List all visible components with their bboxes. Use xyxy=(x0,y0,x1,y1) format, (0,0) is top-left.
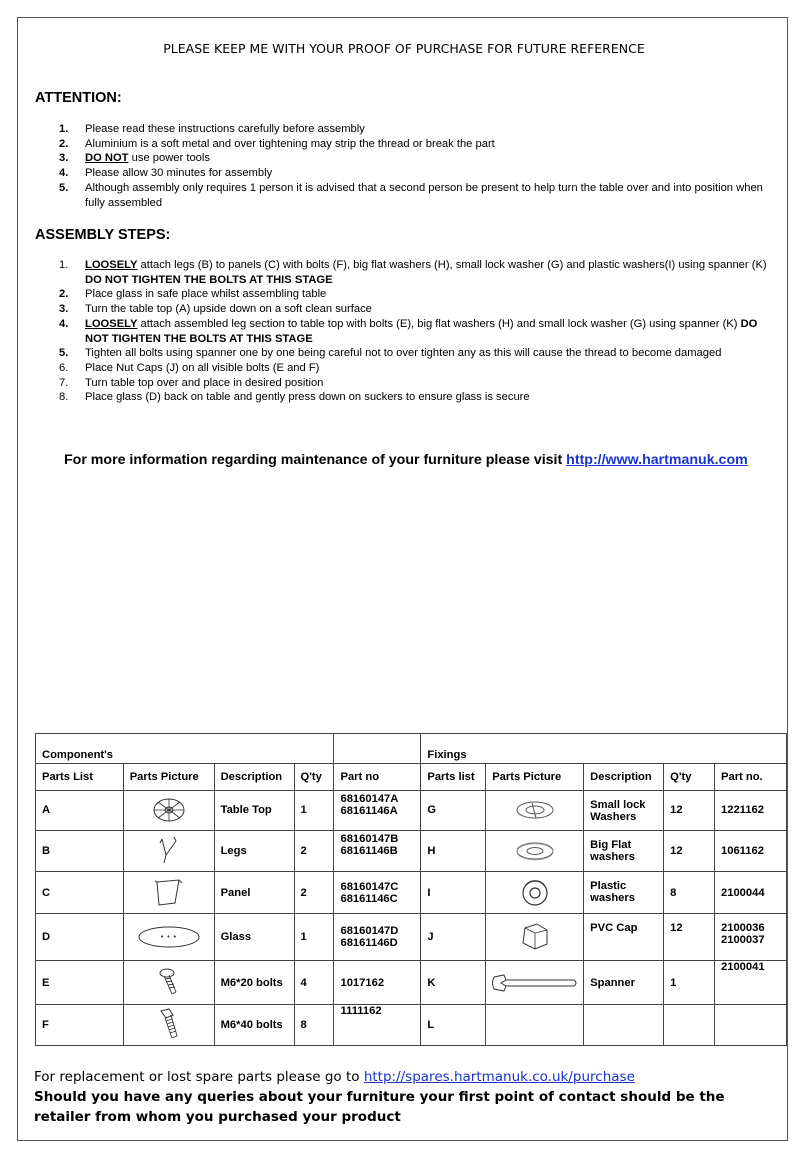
assembly-steps xyxy=(57,258,777,405)
table-header-row: Parts List Parts Picture Description Q'ty Part no Parts list Parts Picture Description Q'ty Part no. xyxy=(36,764,787,790)
table-row: C Panel 2 68160147C 68161146C I Plastic washers 8 2100044 xyxy=(36,871,787,914)
queries-notice: Should you have any queries about your furniture your first point of contact should be the retailer from whom you purchased your product xyxy=(34,1089,725,1125)
fixings-title: Fixings xyxy=(421,734,787,764)
components-title: Component's xyxy=(36,734,334,764)
panel-icon xyxy=(149,877,189,909)
hartman-link[interactable]: http://www.hartmanuk.com xyxy=(566,452,748,468)
svg-text:• • •: • • • xyxy=(159,933,177,942)
assembly-step: 6. Place Nut Caps (J) on all visible bolts (E and F) xyxy=(59,361,320,374)
attention-item: 2. Aluminium is a soft metal and over tightening may strip the thread or break the part xyxy=(59,137,495,150)
spares-line: For replacement or lost spare parts please go to http://spares.hartmanuk.co.uk/purchase xyxy=(34,1069,635,1085)
table-top-icon xyxy=(149,795,189,825)
assembly-step: 3. Turn the table top (A) upside down on a soft clean surface xyxy=(59,303,372,316)
maintenance-info: For more information regarding maintenance of your furniture please visit http://www.hartmanuk.com xyxy=(64,452,748,468)
keep-notice: PLEASE KEEP ME WITH YOUR PROOF OF PURCHASE FOR FUTURE REFERENCE xyxy=(163,41,645,56)
attention-heading: ATTENTION: xyxy=(35,90,122,106)
long-bolt-icon xyxy=(154,1007,184,1043)
table-row: A Table Top 1 68160147A 68161146A G Small lock Washers 12 1221162 xyxy=(36,790,787,831)
small-lock-washer-icon xyxy=(512,798,558,822)
table-row: F M6*40 bolts 8 1111162 L xyxy=(36,1005,787,1046)
attention-item: 3. DO NOT use power tools xyxy=(59,152,210,165)
legs-icon xyxy=(154,835,184,867)
big-flat-washer-icon xyxy=(512,839,558,863)
pvc-cap-icon xyxy=(515,920,555,954)
assembly-step: 1. LOOSELY attach legs (B) to panels (C) with bolts (F), big flat washers (H), small lock washer (G) and plastic washers(I) using spanner (K) DO NOT TIGHTEN THE BOLTS AT THIS STAGE xyxy=(59,259,767,286)
spanner-icon xyxy=(490,971,580,995)
assembly-step: 8. Place glass (D) back on table and gently press down on suckers to ensure glass is secure xyxy=(59,391,530,404)
assembly-heading: ASSEMBLY STEPS: xyxy=(35,227,171,243)
table-row: B Legs 2 68160147B 68161146B H Big Flat washers 12 1061162 xyxy=(36,831,787,872)
attention-item: 4. Please allow 30 minutes for assembly xyxy=(59,167,273,180)
assembly-step: 7. Turn table top over and place in desired position xyxy=(59,376,324,389)
table-row: E M6*20 bolts 4 1017162 K Spanner 1 2100041 xyxy=(36,960,787,1005)
attention-item: 5. Although assembly only requires 1 person it is advised that a second person be present to help turn the table over and into position when fully assembled xyxy=(59,181,763,209)
assembly-step: 2. Place glass in safe place whilst assembling table xyxy=(59,288,327,301)
parts-table xyxy=(35,733,787,1046)
attention-item: 1. Please read these instructions carefully before assembly xyxy=(59,123,365,135)
assembly-step: 4. LOOSELY attach assembled leg section to table top with bolts (E), big flat washers (H) and small lock washer (G) using spanner (K) DO NOT TIGHTEN THE BOLTS AT THIS STAGE xyxy=(59,317,758,345)
plastic-washer-icon xyxy=(518,876,552,910)
assembly-step: 5. Tighten all bolts using spanner one by one being careful not to over tighten any as this will cause the thread to become damaged xyxy=(59,347,722,360)
spares-link[interactable]: http://spares.hartmanuk.co.uk/purchase xyxy=(363,1069,635,1085)
table-row: D • • • Glass 1 68160147D 68161146D J PVC Cap 12 2100036 2100037 xyxy=(36,914,787,961)
glass-icon xyxy=(134,922,204,952)
short-bolt-icon xyxy=(154,966,184,1000)
attention-list xyxy=(57,122,777,210)
